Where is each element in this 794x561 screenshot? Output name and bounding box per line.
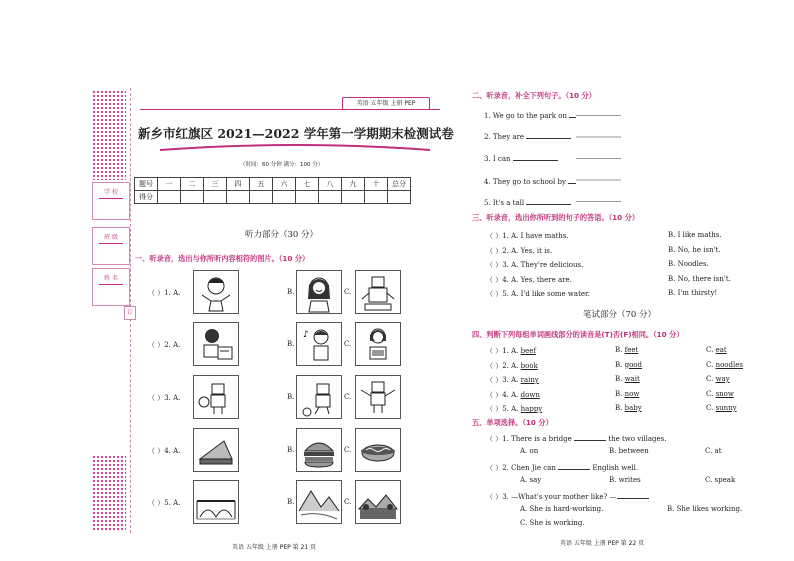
score-header: 九 [342,178,365,191]
page-footer-right: 英语 五年级 上册 PEP 第 22 页 [560,540,645,547]
robot-toy-icon[interactable] [355,270,401,314]
picture-question-number: （ ）1. A. [148,289,181,297]
section-3-heading: 三、听录音，选出你所听到的句子的答语。（10 分） [472,213,640,222]
robot-flying-icon[interactable] [355,375,401,419]
s4-word-b: B. good [615,360,642,369]
name-label: 姓 名 [93,273,129,285]
s5-option[interactable]: C. She is working. [520,519,585,527]
s4-word-c: C. way [706,375,730,383]
robot-basketball-icon[interactable] [193,375,239,419]
hamburger-icon[interactable] [296,428,342,472]
dot-pattern-bottom [92,455,126,530]
score-header: 十 [365,178,388,191]
s2-item: 5. It's a tall [484,197,571,207]
s5-option[interactable]: B. between [609,447,649,455]
s5-question-3: （ ）3. —What's your mother like? — [486,491,649,502]
boy-singing-icon[interactable] [296,322,342,366]
s4-question: （ ）1. A. beef [486,347,537,355]
s3-option-a[interactable]: （ ）1. A. I have maths. [486,232,569,240]
svg-text:♪: ♪ [303,330,309,340]
binding-mark: 订 [124,306,136,320]
score-cell[interactable] [227,191,250,204]
word-a: rainy [520,376,539,384]
score-header: 一 [158,178,181,191]
name-field[interactable] [92,268,130,306]
score-cell[interactable] [388,191,411,204]
s4-word-c: C. noodles [706,360,743,369]
exam-title: 新乡市红旗区 2021—2022 学年第一学期期末检测试卷 [138,126,454,141]
s2-guide-lines [576,105,621,205]
section-5-heading: 五、单项选择。（10 分） [472,418,553,427]
section-2-heading: 二、听录音，补全下列句子。（10 分） [472,91,596,100]
answer-blank[interactable] [513,153,558,161]
option-letter: B. [287,288,295,296]
s5-option[interactable]: B. writes [609,476,641,484]
score-header: 五 [250,178,273,191]
s5-option[interactable]: A. say [520,476,542,484]
score-cell[interactable] [296,191,319,204]
school-label: 学 校 [93,187,129,199]
word-a: happy [520,405,543,413]
s3-option-b[interactable]: B. I like maths. [668,231,722,239]
score-header: 三 [204,178,227,191]
word-a: book [520,361,538,370]
word-a: beef [520,347,537,355]
s2-item: 4. They go to school by [484,176,613,186]
s4-question: （ ）2. A. book [486,361,538,370]
s3-option-a[interactable]: （ ）2. A. Yes, it is. [486,246,553,255]
hot-dog-icon[interactable] [355,428,401,472]
picture-question-number: （ ）5. A. [148,499,181,507]
sandwich-icon[interactable] [193,428,239,472]
option-letter: B. [287,446,295,454]
s2-item: 3. I can [484,153,558,163]
s5-option[interactable]: B. She likes working. [667,505,743,513]
score-cell[interactable] [158,191,181,204]
s3-option-b[interactable]: B. No, there isn't. [668,274,731,283]
score-row-label: 得分 [135,191,158,204]
section-4-heading: 四、判断下列每组单词画线部分的读音是(T)否(F)相同。（10 分） [472,330,684,339]
score-cell[interactable] [319,191,342,204]
girl-smiling-icon[interactable] [296,270,342,314]
s4-word-b: B. baby [615,404,642,412]
listening-part-title: 听力部分（30 分） [245,230,319,240]
score-header: 八 [319,178,342,191]
header-rule [140,109,440,110]
s5-question-1: （ ）1. There is a bridge the two villages. [486,435,667,443]
score-cell[interactable] [273,191,296,204]
picture-question-number: （ ）4. A. [148,447,181,455]
option-letter: C. [344,288,352,296]
class-field[interactable] [92,227,130,265]
option-letter: B. [287,340,295,348]
s3-option-b[interactable]: B. No, he isn't. [668,245,721,254]
s2-item: 2. They are [484,131,571,141]
s3-option-b[interactable]: B. I'm thirsty! [668,289,718,297]
written-part-title: 笔试部分（70 分） [583,310,657,320]
page-footer-left: 英语 五年级 上册 PEP 第 21 页 [232,544,317,551]
picture-question-number: （ ）3. A. [148,394,181,402]
title-swoosh [160,142,430,152]
s5-option[interactable]: C. at [705,447,722,455]
word-a: down [520,390,540,399]
score-cell[interactable] [181,191,204,204]
s4-question: （ ）5. A. happy [486,405,543,413]
option-letter: C. [344,340,352,348]
s3-option-b[interactable]: B. Noodles. [668,260,709,268]
score-header: 总分 [388,178,411,191]
dot-pattern-top [92,90,126,180]
s2-item: 1. We go to the park on [484,110,614,120]
s4-word-b: B. now [615,389,640,398]
score-header: 七 [296,178,319,191]
s3-option-a[interactable]: （ ）3. A. They're delicious. [486,261,584,269]
answer-blank[interactable] [526,197,571,205]
option-letter: B. [287,498,295,506]
answer-blank[interactable] [574,433,606,441]
answer-blank[interactable] [526,131,571,139]
score-cell[interactable] [250,191,273,204]
s3-option-a[interactable]: （ ）5. A. I'd like some water. [486,290,590,298]
school-field[interactable] [92,182,130,220]
score-header: 四 [227,178,250,191]
s4-word-b: B. wait [615,375,640,383]
s4-word-c: C. snow [706,389,734,398]
bridge-icon[interactable] [193,480,239,524]
score-header: 题号 [135,178,158,191]
answer-blank[interactable] [558,462,590,470]
section-1-heading: 一、听录音，选出与你所听内容相符的图片。（10 分） [135,254,310,263]
score-cell[interactable] [365,191,388,204]
grade-tag: 英语 五年级 上册 PEP [342,97,430,110]
option-letter: C. [344,498,352,506]
s4-question: （ ）4. A. down [486,390,540,399]
s5-question-2: （ ）2. Chen Jie can English well. [486,464,639,472]
s5-option[interactable]: A. on [520,447,539,455]
option-letter: B. [287,393,295,401]
score-cell[interactable] [204,191,227,204]
boy-writing-icon[interactable] [193,322,239,366]
s5-option[interactable]: A. She is hard-working. [520,505,604,513]
s4-word-c: C. eat [706,346,727,354]
score-header: 二 [181,178,204,191]
score-table [134,177,411,204]
mountain-river-icon[interactable] [296,480,342,524]
option-letter: C. [344,393,352,401]
exam-subtitle: （时间：60 分钟 满分：100 分） [240,162,324,168]
girl-crying-icon[interactable] [193,270,239,314]
village-icon[interactable] [355,480,401,524]
option-letter: C. [344,446,352,454]
girl-reading-icon[interactable] [355,322,401,366]
s3-option-a[interactable]: （ ）4. A. Yes, there are. [486,275,572,284]
s4-question: （ ）3. A. rainy [486,376,539,384]
picture-question-number: （ ）2. A. [148,341,181,349]
score-cell[interactable] [342,191,365,204]
robot-football-icon[interactable] [296,375,342,419]
answer-blank[interactable] [617,491,649,499]
s4-word-c: C. sunny [706,404,737,412]
s4-word-b: B. feet [615,346,639,354]
score-header: 六 [273,178,296,191]
class-label: 班 级 [93,232,129,244]
s5-option[interactable]: C. speak [705,476,736,484]
